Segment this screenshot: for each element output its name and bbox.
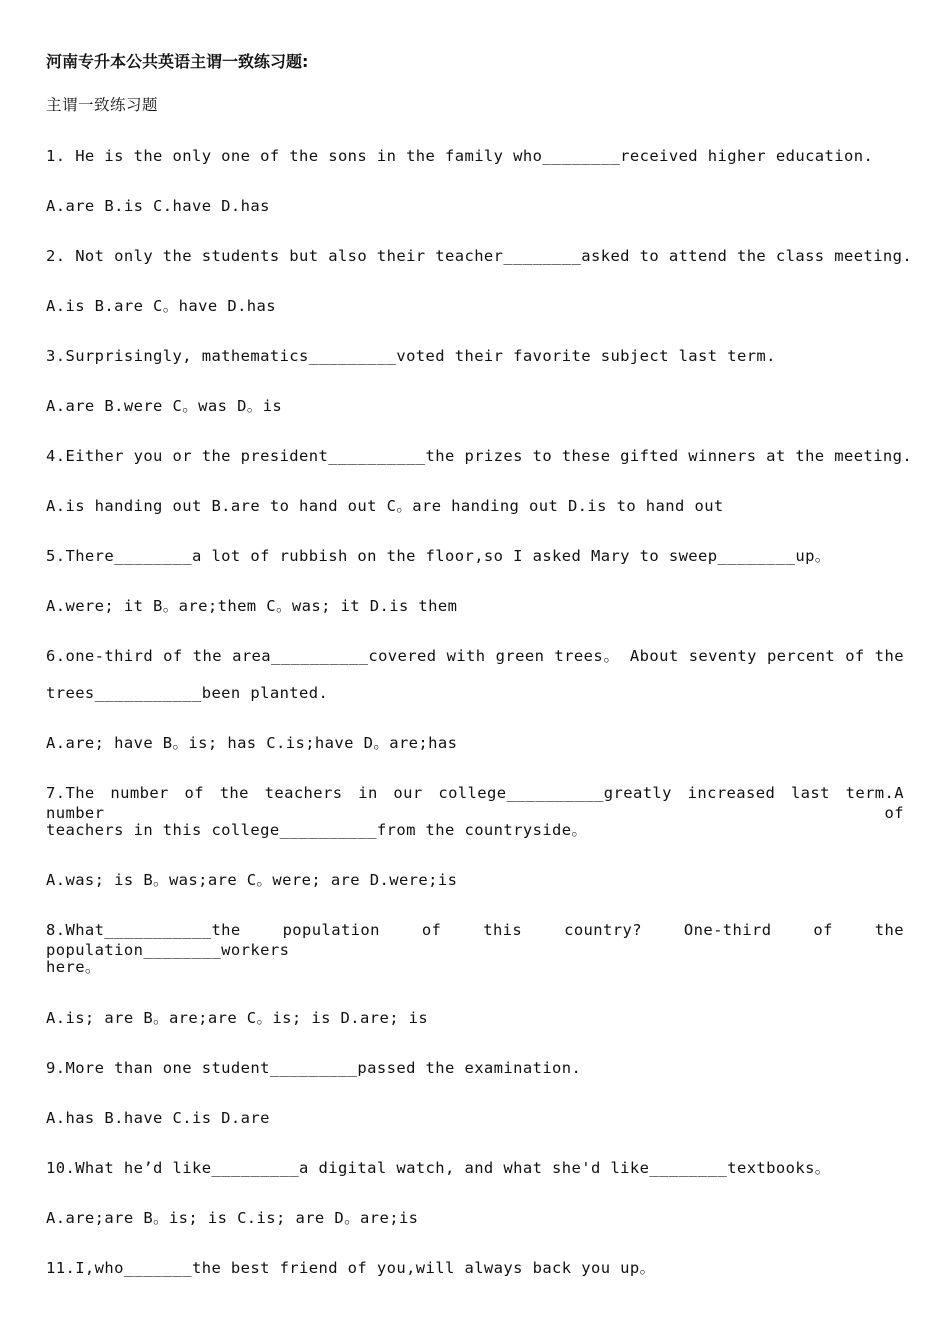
options-3: A.are B.were C。was D。is	[46, 397, 283, 415]
options-10: A.are;are B。is; is C.is; are D。are;is	[46, 1209, 419, 1227]
document-title: 河南专升本公共英语主谓一致练习题:	[46, 52, 309, 71]
options-6: A.are; have B。is; has C.is;have D。are;has	[46, 734, 458, 752]
options-1: A.are B.is C.have D.has	[46, 197, 270, 215]
question-10: 10.What he’d like_________a digital watch, and what she'd like________textbooks。	[46, 1159, 831, 1177]
question-7-line-2: teachers in this college__________from the countryside。	[46, 821, 588, 839]
question-5: 5.There________a lot of rubbish on the floor,so I asked Mary to sweep________up。	[46, 547, 831, 565]
question-9: 9.More than one student_________passed the examination.	[46, 1059, 582, 1077]
options-7: A.was; is B。was;are C。were; are D.were;is	[46, 871, 458, 889]
question-6-line-1: 6.one-third of the area__________covered with green trees。 About seventy percent of the	[46, 647, 904, 665]
question-8-line-2: here。	[46, 958, 101, 976]
question-2: 2. Not only the students but also their teacher________asked to attend the class meeting.	[46, 247, 913, 265]
question-3: 3.Surprisingly, mathematics_________voted their favorite subject last term.	[46, 347, 776, 365]
options-5: A.were; it B。are;them C。was; it D.is them	[46, 597, 458, 615]
question-6-line-2: trees___________been planted.	[46, 684, 329, 702]
question-8-line-1: 8.What___________the population of this country? One-third of the population________workers	[46, 921, 904, 959]
question-1: 1. He is the only one of the sons in the family who________received higher education.	[46, 147, 874, 165]
options-4: A.is handing out B.are to hand out C。are handing out D.is to hand out	[46, 497, 724, 515]
document-subtitle: 主谓一致练习题	[46, 96, 159, 114]
question-11: 11.I,who_______the best friend of you,will always back you up。	[46, 1259, 656, 1277]
question-4: 4.Either you or the president__________the prizes to these gifted winners at the meeting.	[46, 447, 913, 465]
options-8: A.is; are B。are;are C。is; is D.are; is	[46, 1009, 429, 1027]
options-2: A.is B.are C。have D.has	[46, 297, 276, 315]
question-7-line-1: 7.The number of the teachers in our college__________greatly increased last term.A number of	[46, 784, 904, 822]
options-9: A.has B.have C.is D.are	[46, 1109, 270, 1127]
